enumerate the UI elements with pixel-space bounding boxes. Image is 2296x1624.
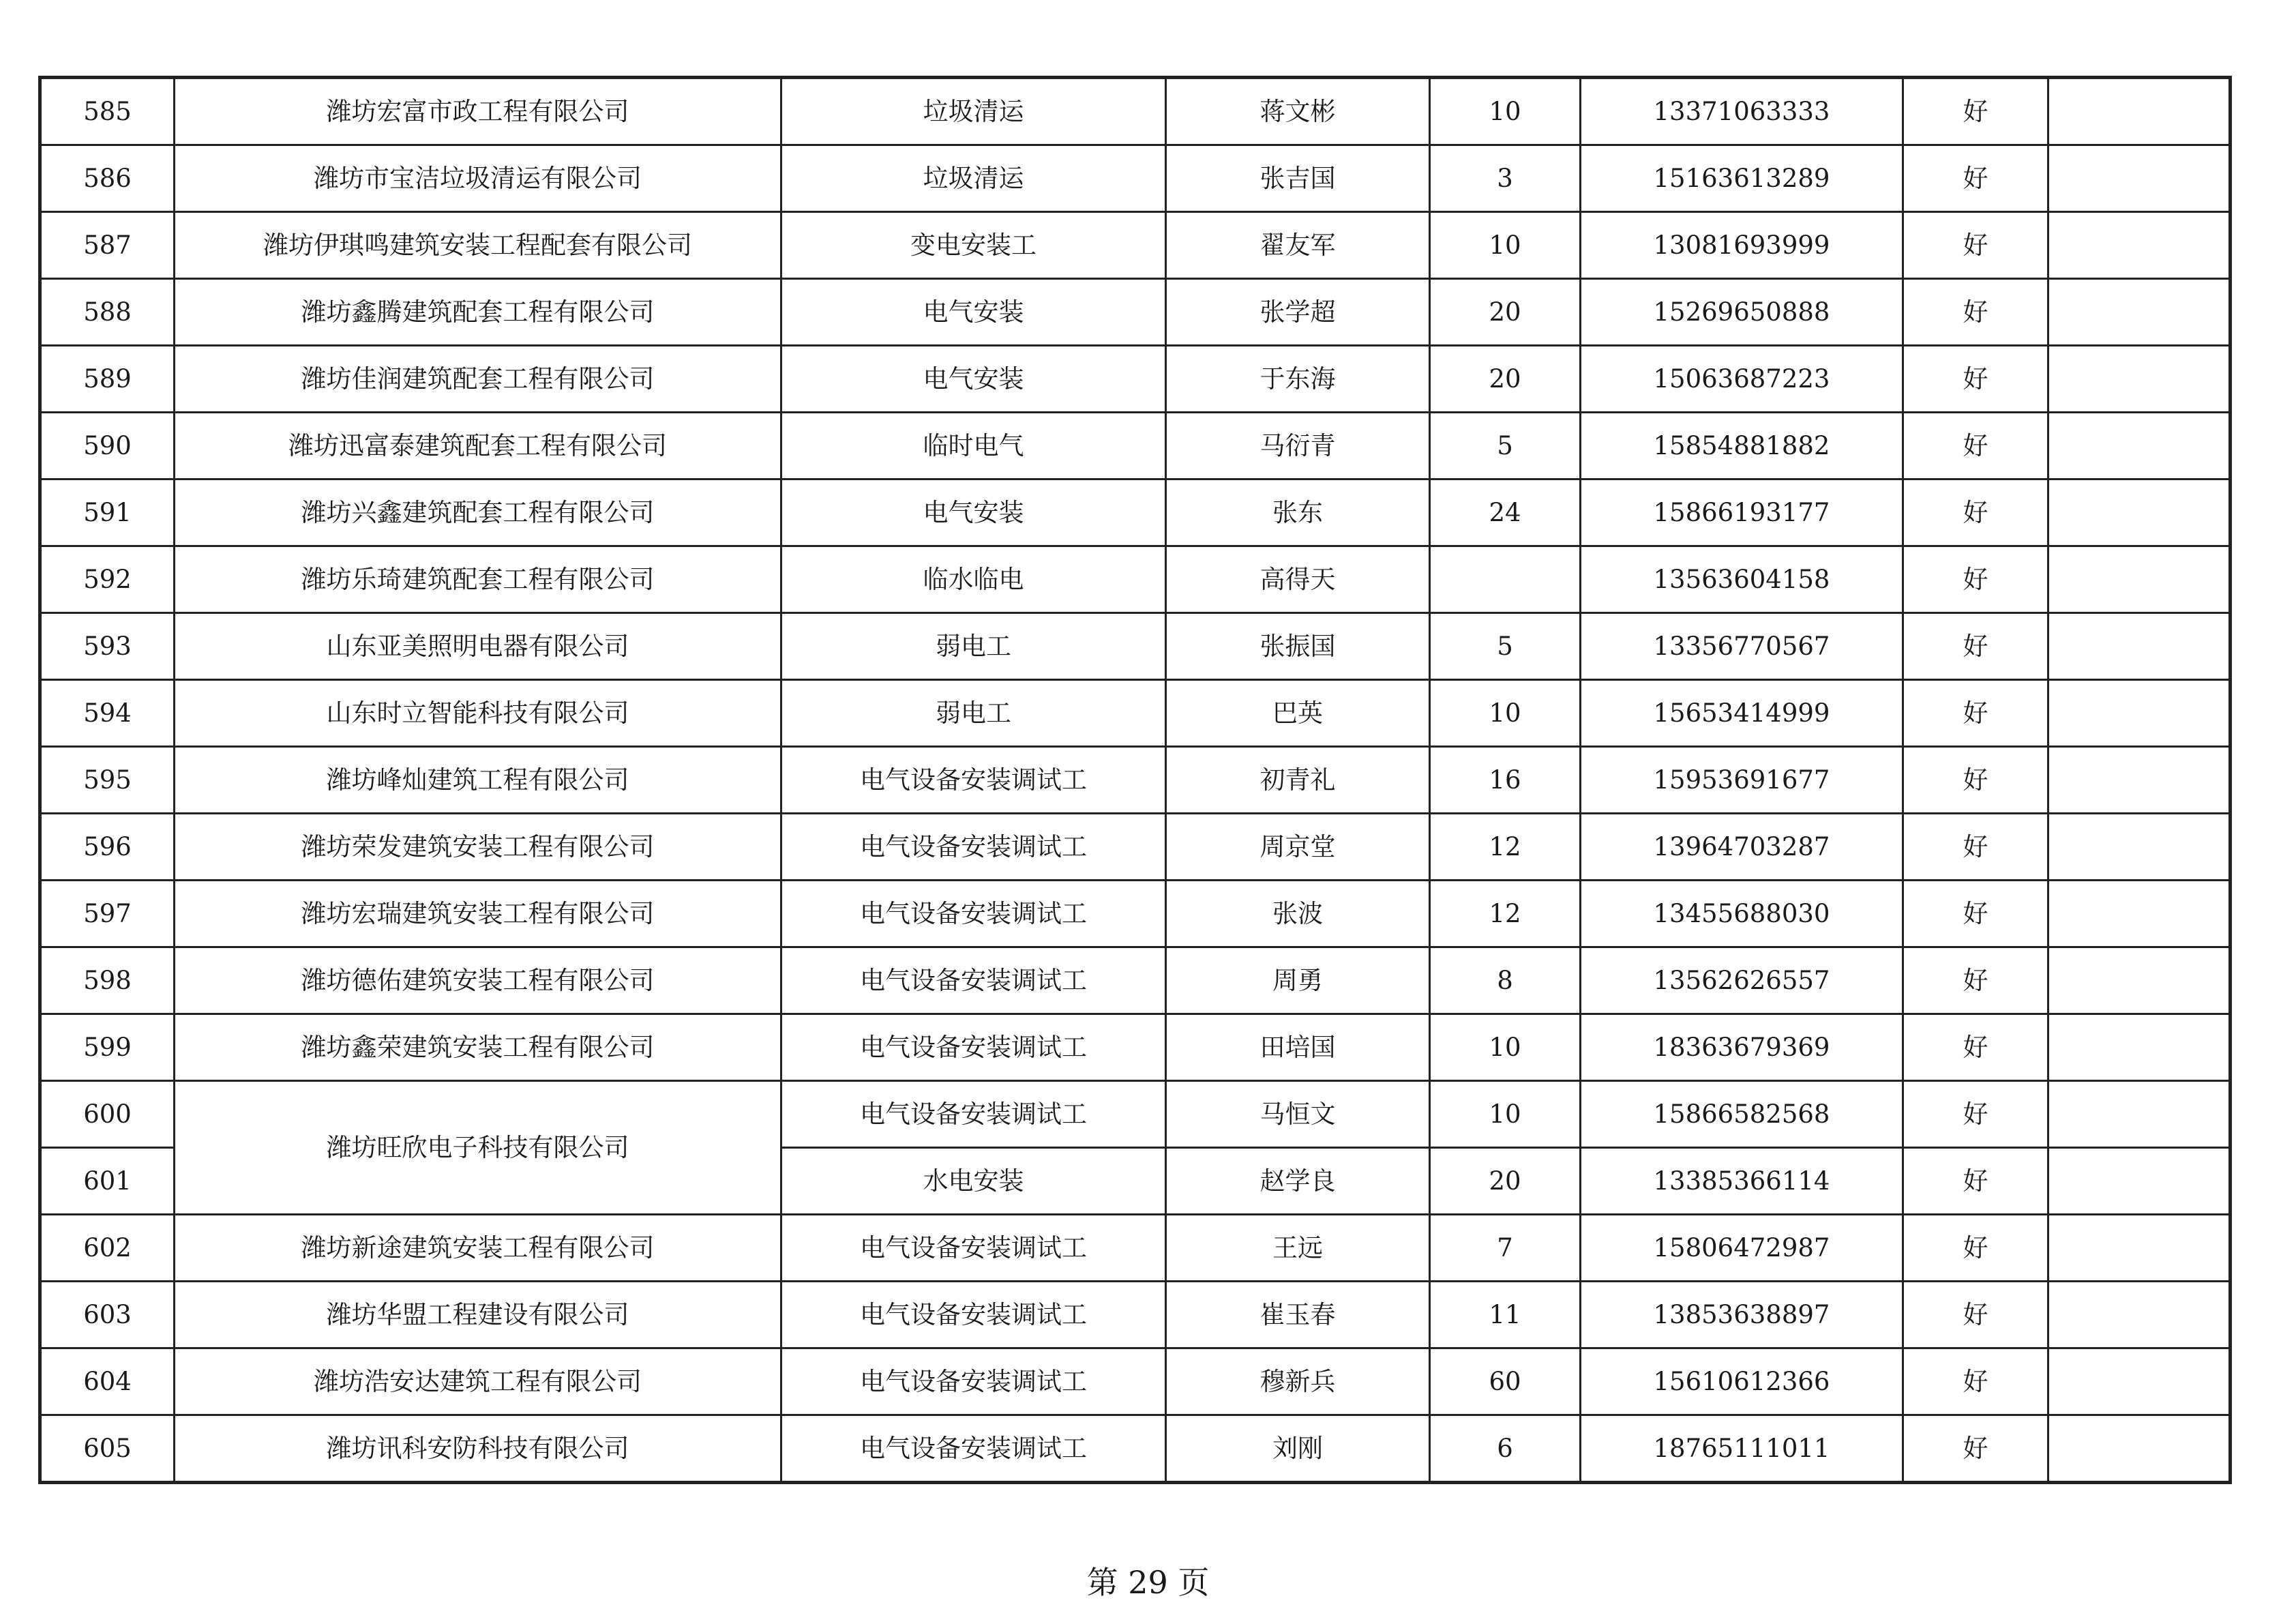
company-cell: 潍坊市宝洁垃圾清运有限公司 <box>175 145 781 212</box>
company-cell: 潍坊新途建筑安装工程有限公司 <box>175 1215 781 1282</box>
worker-count-cell: 6 <box>1430 1415 1581 1483</box>
worker-count-cell: 10 <box>1430 78 1581 145</box>
row-number-cell: 598 <box>40 947 175 1014</box>
worker-count-cell: 10 <box>1430 680 1581 747</box>
remark-cell <box>2048 947 2231 1014</box>
table-row <box>40 1014 2231 1081</box>
rating-cell: 好 <box>1903 814 2048 881</box>
remark-cell <box>2048 279 2231 346</box>
company-cell: 潍坊宏瑞建筑安装工程有限公司 <box>175 881 781 947</box>
remark-cell <box>2048 1148 2231 1215</box>
remark-cell <box>2048 1014 2231 1081</box>
row-number-cell: 604 <box>40 1348 175 1415</box>
contact-person-cell: 田培国 <box>1166 1014 1430 1081</box>
table-row <box>40 1415 2231 1483</box>
contact-person-cell: 王远 <box>1166 1215 1430 1282</box>
work-type-cell: 电气设备安装调试工 <box>781 1282 1166 1348</box>
phone-cell: 13371063333 <box>1581 78 1903 145</box>
company-cell: 潍坊兴鑫建筑配套工程有限公司 <box>175 479 781 546</box>
contact-person-cell: 张振国 <box>1166 613 1430 680</box>
phone-cell: 15953691677 <box>1581 747 1903 814</box>
company-cell: 潍坊华盟工程建设有限公司 <box>175 1282 781 1348</box>
table-row <box>40 1348 2231 1415</box>
table-body <box>40 78 2231 1483</box>
remark-cell <box>2048 479 2231 546</box>
row-number-cell: 603 <box>40 1282 175 1348</box>
contact-person-cell: 巴英 <box>1166 680 1430 747</box>
rating-cell: 好 <box>1903 279 2048 346</box>
phone-cell: 15866582568 <box>1581 1081 1903 1148</box>
company-cell: 潍坊峰灿建筑工程有限公司 <box>175 747 781 814</box>
rating-cell: 好 <box>1903 145 2048 212</box>
rating-cell: 好 <box>1903 78 2048 145</box>
phone-cell: 18363679369 <box>1581 1014 1903 1081</box>
table-row <box>40 212 2231 279</box>
rating-cell: 好 <box>1903 1282 2048 1348</box>
company-cell: 潍坊浩安达建筑工程有限公司 <box>175 1348 781 1415</box>
company-cell: 潍坊讯科安防科技有限公司 <box>175 1415 781 1483</box>
remark-cell <box>2048 546 2231 613</box>
work-type-cell: 电气设备安装调试工 <box>781 1215 1166 1282</box>
phone-cell: 13385366114 <box>1581 1148 1903 1215</box>
table-row <box>40 613 2231 680</box>
worker-count-cell: 20 <box>1430 1148 1581 1215</box>
company-cell: 潍坊伊琪鸣建筑安装工程配套有限公司 <box>175 212 781 279</box>
rating-cell: 好 <box>1903 947 2048 1014</box>
row-number-cell: 592 <box>40 546 175 613</box>
work-type-cell: 电气安装 <box>781 279 1166 346</box>
row-number-cell: 595 <box>40 747 175 814</box>
worker-count-cell: 16 <box>1430 747 1581 814</box>
worker-count-cell: 5 <box>1430 613 1581 680</box>
contact-person-cell: 周勇 <box>1166 947 1430 1014</box>
rating-cell: 好 <box>1903 346 2048 413</box>
worker-count-cell: 20 <box>1430 346 1581 413</box>
page-number: 第 29 页 <box>1086 1564 1210 1601</box>
table-row <box>40 747 2231 814</box>
worker-count-cell <box>1430 546 1581 613</box>
remark-cell <box>2048 1081 2231 1148</box>
contact-person-cell: 马衍青 <box>1166 413 1430 479</box>
company-cell: 潍坊德佑建筑安装工程有限公司 <box>175 947 781 1014</box>
phone-cell: 15269650888 <box>1581 279 1903 346</box>
table-row <box>40 145 2231 212</box>
table-row <box>40 346 2231 413</box>
contact-person-cell: 于东海 <box>1166 346 1430 413</box>
work-type-cell: 电气安装 <box>781 479 1166 546</box>
contact-person-cell: 穆新兵 <box>1166 1348 1430 1415</box>
remark-cell <box>2048 613 2231 680</box>
rating-cell: 好 <box>1903 1081 2048 1148</box>
work-type-cell: 电气设备安装调试工 <box>781 1348 1166 1415</box>
contact-person-cell: 刘刚 <box>1166 1415 1430 1483</box>
rating-cell: 好 <box>1903 680 2048 747</box>
contact-person-cell: 蒋文彬 <box>1166 78 1430 145</box>
rating-cell: 好 <box>1903 613 2048 680</box>
rating-cell: 好 <box>1903 881 2048 947</box>
remark-cell <box>2048 212 2231 279</box>
remark-cell <box>2048 814 2231 881</box>
worker-count-cell: 12 <box>1430 814 1581 881</box>
company-cell: 潍坊宏富市政工程有限公司 <box>175 78 781 145</box>
remark-cell <box>2048 1415 2231 1483</box>
remark-cell <box>2048 78 2231 145</box>
rating-cell: 好 <box>1903 413 2048 479</box>
row-number-cell: 589 <box>40 346 175 413</box>
phone-cell: 13853638897 <box>1581 1282 1903 1348</box>
table-row <box>40 479 2231 546</box>
table-row <box>40 279 2231 346</box>
company-cell: 潍坊乐琦建筑配套工程有限公司 <box>175 546 781 613</box>
work-type-cell: 水电安装 <box>781 1148 1166 1215</box>
contact-person-cell: 马恒文 <box>1166 1081 1430 1148</box>
table-row <box>40 1081 2231 1148</box>
phone-cell: 15854881882 <box>1581 413 1903 479</box>
table-row <box>40 546 2231 613</box>
rating-cell: 好 <box>1903 1014 2048 1081</box>
table-row <box>40 680 2231 747</box>
phone-cell: 13562626557 <box>1581 947 1903 1014</box>
company-cell: 潍坊迅富泰建筑配套工程有限公司 <box>175 413 781 479</box>
rating-cell: 好 <box>1903 479 2048 546</box>
worker-count-cell: 3 <box>1430 145 1581 212</box>
table-row <box>40 947 2231 1014</box>
phone-cell: 18765111011 <box>1581 1415 1903 1483</box>
remark-cell <box>2048 145 2231 212</box>
work-type-cell: 垃圾清运 <box>781 145 1166 212</box>
row-number-cell: 597 <box>40 881 175 947</box>
remark-cell <box>2048 1348 2231 1415</box>
work-type-cell: 电气设备安装调试工 <box>781 881 1166 947</box>
row-number-cell: 599 <box>40 1014 175 1081</box>
contact-person-cell: 高得天 <box>1166 546 1430 613</box>
worker-count-cell: 7 <box>1430 1215 1581 1282</box>
row-number-cell: 591 <box>40 479 175 546</box>
table-row <box>40 413 2231 479</box>
work-type-cell: 弱电工 <box>781 613 1166 680</box>
phone-cell: 15653414999 <box>1581 680 1903 747</box>
work-type-cell: 电气设备安装调试工 <box>781 1081 1166 1148</box>
worker-count-cell: 5 <box>1430 413 1581 479</box>
row-number-cell: 596 <box>40 814 175 881</box>
company-cell: 潍坊荣发建筑安装工程有限公司 <box>175 814 781 881</box>
worker-count-cell: 10 <box>1430 1014 1581 1081</box>
worker-count-cell: 11 <box>1430 1282 1581 1348</box>
row-number-cell: 587 <box>40 212 175 279</box>
row-number-cell: 588 <box>40 279 175 346</box>
phone-cell: 13356770567 <box>1581 613 1903 680</box>
remark-cell <box>2048 881 2231 947</box>
row-number-cell: 590 <box>40 413 175 479</box>
row-number-cell: 601 <box>40 1148 175 1215</box>
rating-cell: 好 <box>1903 546 2048 613</box>
row-number-cell: 605 <box>40 1415 175 1483</box>
contact-person-cell: 周京堂 <box>1166 814 1430 881</box>
table-row <box>40 1282 2231 1348</box>
remark-cell <box>2048 413 2231 479</box>
worker-count-cell: 10 <box>1430 1081 1581 1148</box>
company-cell: 潍坊鑫腾建筑配套工程有限公司 <box>175 279 781 346</box>
worker-count-cell: 20 <box>1430 279 1581 346</box>
contact-person-cell: 张东 <box>1166 479 1430 546</box>
work-type-cell: 弱电工 <box>781 680 1166 747</box>
contact-person-cell: 张学超 <box>1166 279 1430 346</box>
phone-cell: 15866193177 <box>1581 479 1903 546</box>
phone-cell: 15610612366 <box>1581 1348 1903 1415</box>
work-type-cell: 电气设备安装调试工 <box>781 947 1166 1014</box>
remark-cell <box>2048 747 2231 814</box>
phone-cell: 13081693999 <box>1581 212 1903 279</box>
work-type-cell: 电气设备安装调试工 <box>781 1415 1166 1483</box>
remark-cell <box>2048 1215 2231 1282</box>
remark-cell <box>2048 346 2231 413</box>
worker-count-cell: 10 <box>1430 212 1581 279</box>
table-row <box>40 881 2231 947</box>
row-number-cell: 586 <box>40 145 175 212</box>
contact-person-cell: 初青礼 <box>1166 747 1430 814</box>
table-row <box>40 1215 2231 1282</box>
company-cell: 潍坊鑫荣建筑安装工程有限公司 <box>175 1014 781 1081</box>
rating-cell: 好 <box>1903 747 2048 814</box>
rating-cell: 好 <box>1903 1415 2048 1483</box>
rating-cell: 好 <box>1903 1348 2048 1415</box>
remark-cell <box>2048 680 2231 747</box>
worker-count-cell: 12 <box>1430 881 1581 947</box>
phone-cell: 15806472987 <box>1581 1215 1903 1282</box>
worker-count-cell: 24 <box>1430 479 1581 546</box>
worker-count-cell: 60 <box>1430 1348 1581 1415</box>
work-type-cell: 电气设备安装调试工 <box>781 747 1166 814</box>
phone-cell: 15063687223 <box>1581 346 1903 413</box>
company-cell: 山东亚美照明电器有限公司 <box>175 613 781 680</box>
row-number-cell: 593 <box>40 613 175 680</box>
work-type-cell: 电气设备安装调试工 <box>781 1014 1166 1081</box>
row-number-cell: 600 <box>40 1081 175 1148</box>
contact-person-cell: 张吉国 <box>1166 145 1430 212</box>
contact-person-cell: 张波 <box>1166 881 1430 947</box>
contact-person-cell: 崔玉春 <box>1166 1282 1430 1348</box>
work-type-cell: 临时电气 <box>781 413 1166 479</box>
row-number-cell: 594 <box>40 680 175 747</box>
table-row <box>40 78 2231 145</box>
rating-cell: 好 <box>1903 1215 2048 1282</box>
phone-cell: 13964703287 <box>1581 814 1903 881</box>
row-number-cell: 602 <box>40 1215 175 1282</box>
worker-count-cell: 8 <box>1430 947 1581 1014</box>
company-cell: 潍坊旺欣电子科技有限公司 <box>175 1081 781 1215</box>
remark-cell <box>2048 1282 2231 1348</box>
contact-person-cell: 赵学良 <box>1166 1148 1430 1215</box>
phone-cell: 13455688030 <box>1581 881 1903 947</box>
contact-person-cell: 翟友军 <box>1166 212 1430 279</box>
phone-cell: 13563604158 <box>1581 546 1903 613</box>
contractor-table <box>38 76 2232 1484</box>
work-type-cell: 变电安装工 <box>781 212 1166 279</box>
row-number-cell: 585 <box>40 78 175 145</box>
company-cell: 山东时立智能科技有限公司 <box>175 680 781 747</box>
table-row <box>40 814 2231 881</box>
work-type-cell: 电气安装 <box>781 346 1166 413</box>
work-type-cell: 电气设备安装调试工 <box>781 814 1166 881</box>
phone-cell: 15163613289 <box>1581 145 1903 212</box>
work-type-cell: 临水临电 <box>781 546 1166 613</box>
company-cell: 潍坊佳润建筑配套工程有限公司 <box>175 346 781 413</box>
rating-cell: 好 <box>1903 212 2048 279</box>
rating-cell: 好 <box>1903 1148 2048 1215</box>
work-type-cell: 垃圾清运 <box>781 78 1166 145</box>
